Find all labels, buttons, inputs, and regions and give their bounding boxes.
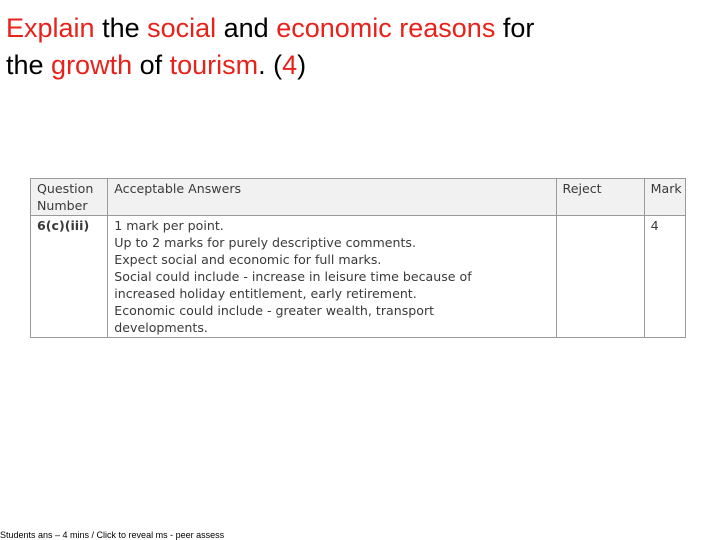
footer-note: Students ans – 4 mins / Click to reveal ms - peer assess — [0, 530, 225, 540]
mark-scheme-table — [30, 178, 686, 338]
title-part: . ( — [258, 50, 283, 80]
question-number-cell: 6(c)(iii) — [31, 216, 108, 338]
header-question-number: Question Number — [31, 179, 108, 216]
title-part: growth — [51, 50, 133, 80]
table-row — [31, 216, 686, 338]
answer-line: increased holiday entitlement, early retirement. — [114, 286, 417, 301]
mark-cell: 4 — [644, 216, 685, 338]
answer-line: Expect social and economic for full marks. — [114, 252, 382, 267]
title-part: tourism — [169, 50, 259, 80]
answer-line: 1 mark per point. — [114, 218, 224, 233]
title-part: and — [216, 13, 277, 43]
answer-line: Up to 2 marks for purely descriptive comments. — [114, 235, 416, 250]
reject-cell — [556, 216, 644, 338]
title-part: for — [495, 13, 535, 43]
mark-scheme-header-row — [31, 179, 686, 216]
title-part: the — [6, 50, 52, 80]
title-part: social — [147, 13, 217, 43]
title-part: of — [132, 50, 170, 80]
acceptable-answers-cell — [108, 216, 556, 338]
title-part: the — [94, 13, 148, 43]
title-part: ) — [297, 50, 307, 80]
answer-line: Social could include - increase in leisure time because of — [114, 269, 472, 284]
title-part: Explain — [6, 13, 95, 43]
header-mark: Mark — [644, 179, 685, 216]
answer-line: developments. — [114, 320, 208, 335]
title-part: 4 — [282, 50, 298, 80]
slide-title — [6, 10, 706, 84]
title-part: economic reasons — [276, 13, 496, 43]
header-acceptable-answers: Acceptable Answers — [108, 179, 556, 216]
header-reject: Reject — [556, 179, 644, 216]
answer-line: Economic could include - greater wealth, transport — [114, 303, 435, 318]
